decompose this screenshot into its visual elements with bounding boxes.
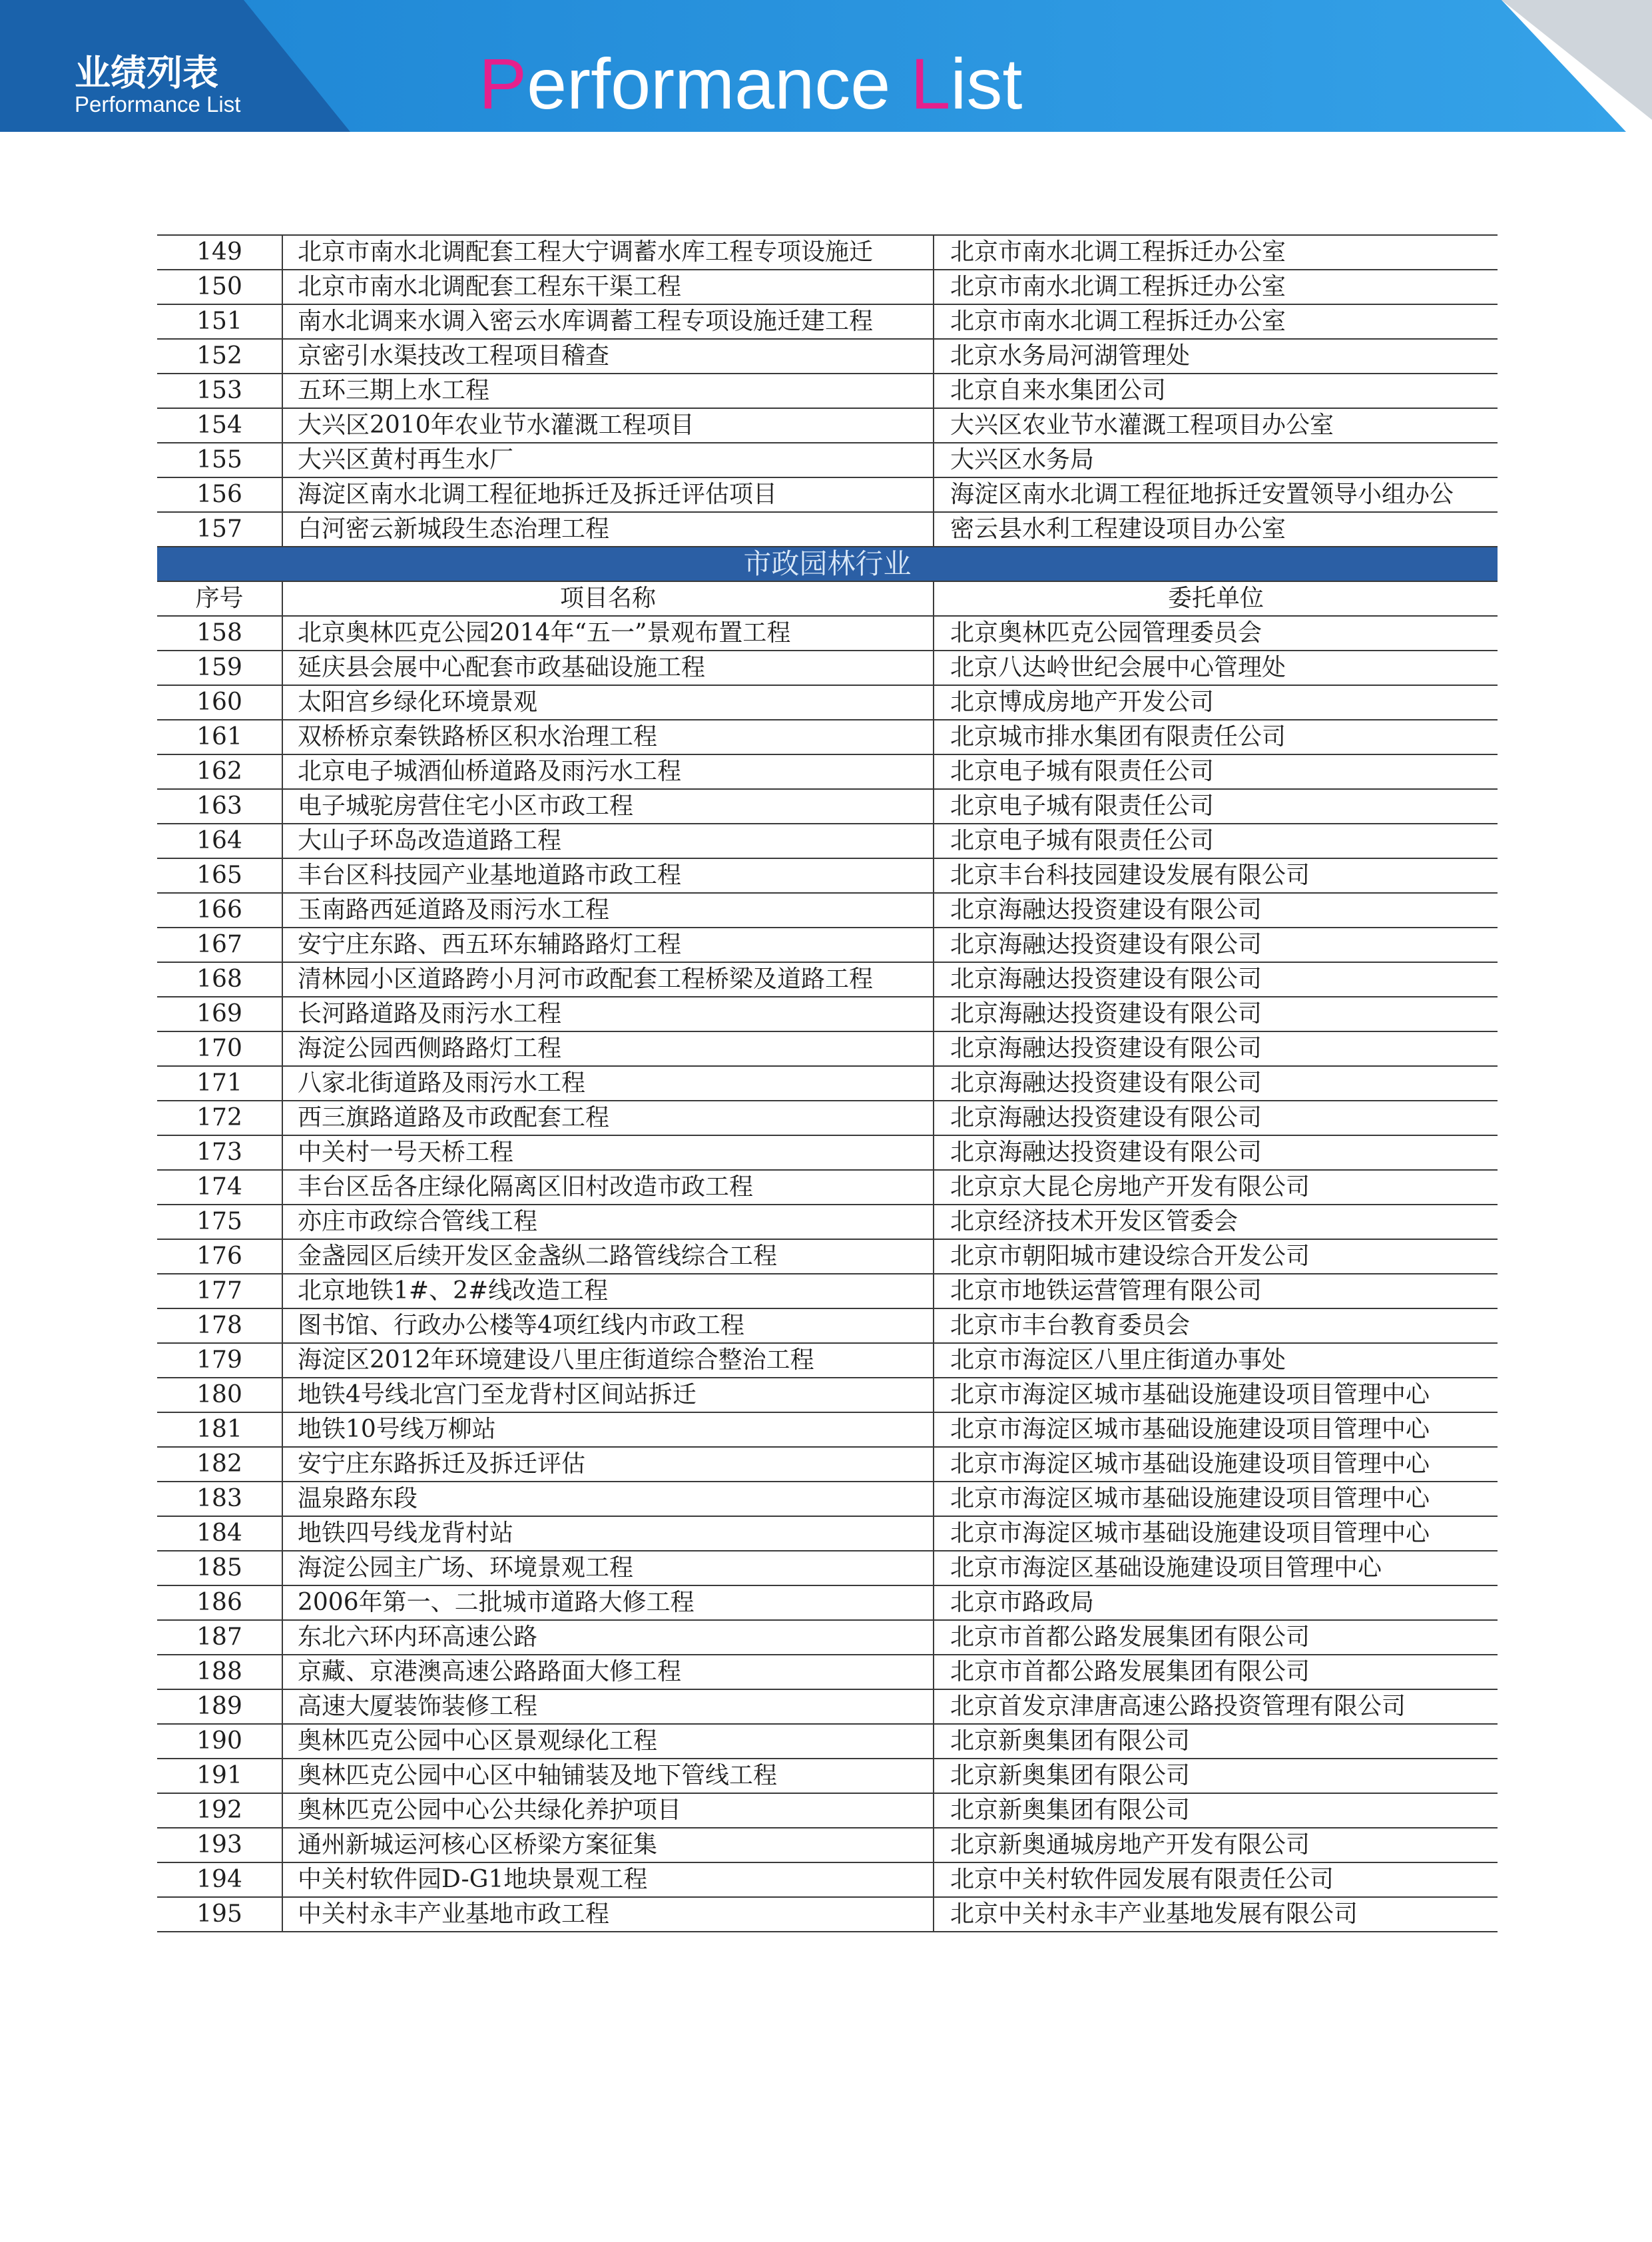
client-name: 北京市海淀区城市基础设施建设项目管理中心 <box>950 1450 1430 1478</box>
project-name: 地铁10号线万柳站 <box>283 1413 934 1446</box>
table-row <box>157 1448 1498 1482</box>
row-number: 195 <box>157 1898 283 1931</box>
row-number: 176 <box>157 1240 283 1273</box>
table-row <box>157 1794 1498 1828</box>
project-name: 丰台区科技园产业基地道路市政工程 <box>283 859 934 892</box>
row-number: 180 <box>157 1378 283 1412</box>
project-name: 玉南路西延道路及雨污水工程 <box>283 894 934 927</box>
row-number: 192 <box>157 1794 283 1827</box>
client-name: 北京市首都公路发展集团有限公司 <box>950 1658 1310 1685</box>
project-name: 西三旗路道路及市政配套工程 <box>283 1101 934 1135</box>
client-name: 北京海融达投资建设有限公司 <box>950 931 1262 958</box>
row-number: 173 <box>157 1136 283 1169</box>
row-number: 186 <box>157 1586 283 1619</box>
client-name: 北京城市排水集团有限责任公司 <box>950 723 1286 750</box>
row-number: 191 <box>157 1759 283 1793</box>
project-name: 延庆县会展中心配套市政基础设施工程 <box>283 651 934 685</box>
client-name: 北京市海淀区城市基础设施建设项目管理中心 <box>950 1416 1430 1443</box>
row-number: 160 <box>157 686 283 719</box>
client-name: 北京自来水集团公司 <box>950 377 1167 404</box>
client-name: 北京市南水北调工程拆迁办公室 <box>950 308 1286 335</box>
row-number: 166 <box>157 894 283 927</box>
client-name: 北京市朝阳城市建设综合开发公司 <box>950 1243 1310 1270</box>
table-row <box>157 1482 1498 1517</box>
table-row <box>157 1378 1498 1413</box>
project-name: 通州新城运河核心区桥梁方案征集 <box>283 1828 934 1862</box>
project-name: 京藏、京港澳高速公路路面大修工程 <box>283 1655 934 1689</box>
client-name: 北京市南水北调工程拆迁办公室 <box>950 238 1286 266</box>
row-number: 169 <box>157 997 283 1031</box>
page-title-part: erformance <box>527 43 911 124</box>
row-number: 168 <box>157 963 283 996</box>
row-number: 167 <box>157 928 283 962</box>
table-row <box>157 478 1498 513</box>
row-number: 152 <box>157 340 283 373</box>
row-number: 178 <box>157 1309 283 1342</box>
project-name: 电子城驼房营住宅小区市政工程 <box>283 790 934 823</box>
client-name: 北京市地铁运营管理有限公司 <box>950 1277 1262 1304</box>
column-header: 序号 <box>157 582 283 615</box>
project-name: 奥林匹克公园中心区景观绿化工程 <box>283 1725 934 1758</box>
project-name: 北京市南水北调配套工程大宁调蓄水库工程专项设施迁 <box>283 236 934 269</box>
table-row <box>157 1551 1498 1586</box>
table-row <box>157 720 1498 755</box>
client-name: 北京海融达投资建设有限公司 <box>950 1069 1262 1097</box>
project-name: 丰台区岳各庄绿化隔离区旧村改造市政工程 <box>283 1171 934 1204</box>
table-row <box>157 928 1498 963</box>
client-name: 北京京大昆仑房地产开发有限公司 <box>950 1173 1310 1201</box>
client-name: 北京经济技术开发区管委会 <box>950 1208 1239 1235</box>
project-name: 地铁四号线龙背村站 <box>283 1517 934 1550</box>
project-name: 金盏园区后续开发区金盏纵二路管线综合工程 <box>283 1240 934 1273</box>
client-name: 北京市首都公路发展集团有限公司 <box>950 1623 1310 1651</box>
section-title: 市政园林行业 <box>743 547 912 580</box>
client-name: 北京市路政局 <box>950 1589 1095 1616</box>
project-name: 五环三期上水工程 <box>283 374 934 408</box>
client-name: 北京新奥集团有限公司 <box>950 1762 1191 1789</box>
table-row <box>157 1171 1498 1205</box>
project-name: 中关村永丰产业基地市政工程 <box>283 1898 934 1931</box>
row-number: 153 <box>157 374 283 408</box>
row-number: 157 <box>157 513 283 546</box>
project-name: 海淀公园西侧路路灯工程 <box>283 1032 934 1065</box>
project-name: 白河密云新城段生态治理工程 <box>283 513 934 546</box>
row-number: 161 <box>157 720 283 754</box>
client-name: 北京市海淀区基础设施建设项目管理中心 <box>950 1554 1382 1581</box>
client-name: 北京首发京津唐高速公路投资管理有限公司 <box>950 1693 1406 1720</box>
project-name: 京密引水渠技改工程项目稽查 <box>283 340 934 373</box>
client-name: 北京新奥集团有限公司 <box>950 1797 1191 1824</box>
row-number: 187 <box>157 1621 283 1654</box>
client-name: 北京市海淀区城市基础设施建设项目管理中心 <box>950 1381 1430 1408</box>
client-name: 北京海融达投资建设有限公司 <box>950 966 1262 993</box>
client-name: 北京新奥通城房地产开发有限公司 <box>950 1831 1310 1858</box>
client-name: 北京市丰台教育委员会 <box>950 1312 1191 1339</box>
table-row <box>157 1413 1498 1448</box>
row-number: 150 <box>157 270 283 304</box>
table-row <box>157 409 1498 443</box>
page-title <box>379 43 1082 124</box>
client-name: 北京奥林匹克公园管理委员会 <box>950 619 1262 647</box>
table-row <box>157 1828 1498 1863</box>
table-row <box>157 1309 1498 1344</box>
table-row <box>157 1032 1498 1067</box>
client-name: 大兴区水务局 <box>950 446 1095 473</box>
client-name: 大兴区农业节水灌溉工程项目办公室 <box>950 412 1334 439</box>
row-number: 149 <box>157 236 283 269</box>
table-row <box>157 617 1498 651</box>
table-row <box>157 374 1498 409</box>
project-name: 北京地铁1#、2#线改造工程 <box>283 1274 934 1308</box>
client-name: 北京水务局河湖管理处 <box>950 342 1191 370</box>
row-number: 156 <box>157 478 283 511</box>
row-number: 174 <box>157 1171 283 1204</box>
table-row <box>157 1898 1498 1932</box>
table-row <box>157 1240 1498 1274</box>
table-row <box>157 305 1498 340</box>
table-row <box>157 1274 1498 1309</box>
project-name: 奥林匹克公园中心区中轴铺装及地下管线工程 <box>283 1759 934 1793</box>
client-name: 北京市海淀区八里庄街道办事处 <box>950 1346 1286 1374</box>
table-row <box>157 1655 1498 1690</box>
row-number: 164 <box>157 824 283 858</box>
client-name: 北京海融达投资建设有限公司 <box>950 1139 1262 1166</box>
page-title-initial-l: L <box>910 43 951 124</box>
project-name: 高速大厦装饰装修工程 <box>283 1690 934 1723</box>
row-number: 154 <box>157 409 283 442</box>
project-name: 长河路道路及雨污水工程 <box>283 997 934 1031</box>
client-name: 北京八达岭世纪会展中心管理处 <box>950 654 1286 681</box>
project-name: 大兴区黄村再生水厂 <box>283 443 934 477</box>
row-number: 183 <box>157 1482 283 1516</box>
header-band <box>0 0 1652 132</box>
row-number: 179 <box>157 1344 283 1377</box>
project-name: 安宁庄东路、西五环东辅路路灯工程 <box>283 928 934 962</box>
table-row <box>157 894 1498 928</box>
table-row <box>157 1586 1498 1621</box>
client-name: 密云县水利工程建设项目办公室 <box>950 515 1286 543</box>
project-name: 东北六环内环高速公路 <box>283 1621 934 1654</box>
row-number: 155 <box>157 443 283 477</box>
table-row <box>157 963 1498 997</box>
client-name: 北京市海淀区城市基础设施建设项目管理中心 <box>950 1520 1430 1547</box>
client-name: 北京博成房地产开发公司 <box>950 689 1215 716</box>
table-row <box>157 651 1498 686</box>
table-row <box>157 790 1498 824</box>
project-name: 北京市南水北调配套工程东干渠工程 <box>283 270 934 304</box>
table-row <box>157 1725 1498 1759</box>
project-name: 八家北街道路及雨污水工程 <box>283 1067 934 1100</box>
column-header-row <box>157 582 1498 617</box>
table-row <box>157 1067 1498 1101</box>
project-name: 2006年第一、二批城市道路大修工程 <box>283 1586 934 1619</box>
project-name: 安宁庄东路拆迁及拆迁评估 <box>283 1448 934 1481</box>
table-row <box>157 270 1498 305</box>
project-name: 北京电子城酒仙桥道路及雨污水工程 <box>283 755 934 788</box>
project-name: 太阳宫乡绿化环境景观 <box>283 686 934 719</box>
client-name: 北京电子城有限责任公司 <box>950 758 1215 785</box>
row-number: 189 <box>157 1690 283 1723</box>
row-number: 170 <box>157 1032 283 1065</box>
table-row <box>157 1759 1498 1794</box>
performance-table <box>157 234 1498 1932</box>
client-name: 北京市南水北调工程拆迁办公室 <box>950 273 1286 300</box>
project-name: 北京奥林匹克公园2014年“五一”景观布置工程 <box>283 617 934 650</box>
table-row <box>157 1136 1498 1171</box>
table-row <box>157 1101 1498 1136</box>
client-name: 北京海融达投资建设有限公司 <box>950 1035 1262 1062</box>
project-name: 亦庄市政综合管线工程 <box>283 1205 934 1239</box>
row-number: 172 <box>157 1101 283 1135</box>
table-row <box>157 1517 1498 1551</box>
project-name: 大山子环岛改造道路工程 <box>283 824 934 858</box>
project-name: 双桥桥京秦铁路桥区积水治理工程 <box>283 720 934 754</box>
table-row <box>157 997 1498 1032</box>
row-number: 171 <box>157 1067 283 1100</box>
page-title-part: ist <box>950 43 1023 124</box>
row-number: 159 <box>157 651 283 685</box>
section-header-row <box>157 547 1498 582</box>
row-number: 163 <box>157 790 283 823</box>
project-name: 大兴区2010年农业节水灌溉工程项目 <box>283 409 934 442</box>
section-title-cn: 业绩列表 <box>75 53 218 93</box>
row-number: 181 <box>157 1413 283 1446</box>
client-name: 海淀区南水北调工程征地拆迁安置领导小组办公 <box>950 481 1454 508</box>
row-number: 177 <box>157 1274 283 1308</box>
table-row <box>157 1344 1498 1378</box>
row-number: 184 <box>157 1517 283 1550</box>
table-row <box>157 755 1498 790</box>
table-row <box>157 443 1498 478</box>
project-name: 中关村软件园D-G1地块景观工程 <box>283 1863 934 1896</box>
project-name: 海淀区南水北调工程征地拆迁及拆迁评估项目 <box>283 478 934 511</box>
project-name: 清林园小区道路跨小月河市政配套工程桥梁及道路工程 <box>283 963 934 996</box>
column-header: 项目名称 <box>283 582 934 615</box>
client-name: 北京海融达投资建设有限公司 <box>950 1000 1262 1027</box>
row-number: 188 <box>157 1655 283 1689</box>
section-title-en: Performance List <box>75 92 241 117</box>
project-name: 地铁4号线北宫门至龙背村区间站拆迁 <box>283 1378 934 1412</box>
row-number: 162 <box>157 755 283 788</box>
column-header: 委托单位 <box>1167 585 1264 612</box>
client-name: 北京中关村永丰产业基地发展有限公司 <box>950 1900 1358 1928</box>
row-number: 175 <box>157 1205 283 1239</box>
project-name: 奥林匹克公园中心公共绿化养护项目 <box>283 1794 934 1827</box>
client-name: 北京电子城有限责任公司 <box>950 792 1215 820</box>
table-row <box>157 686 1498 720</box>
row-number: 194 <box>157 1863 283 1896</box>
client-name: 北京市海淀区城市基础设施建设项目管理中心 <box>950 1485 1430 1512</box>
client-name: 北京海融达投资建设有限公司 <box>950 1104 1262 1131</box>
row-number: 158 <box>157 617 283 650</box>
project-name: 图书馆、行政办公楼等4项红线内市政工程 <box>283 1309 934 1342</box>
table-row <box>157 1205 1498 1240</box>
project-name: 中关村一号天桥工程 <box>283 1136 934 1169</box>
table-row <box>157 1863 1498 1898</box>
client-name: 北京新奥集团有限公司 <box>950 1727 1191 1755</box>
table-row <box>157 859 1498 894</box>
row-number: 151 <box>157 305 283 338</box>
table-row <box>157 1621 1498 1655</box>
project-name: 海淀区2012年环境建设八里庄街道综合整治工程 <box>283 1344 934 1377</box>
row-number: 165 <box>157 859 283 892</box>
row-number: 182 <box>157 1448 283 1481</box>
project-name: 南水北调来水调入密云水库调蓄工程专项设施迁建工程 <box>283 305 934 338</box>
page-title-initial-p: P <box>479 43 527 124</box>
table-row <box>157 1690 1498 1725</box>
row-number: 190 <box>157 1725 283 1758</box>
table-row <box>157 340 1498 374</box>
table-row <box>157 513 1498 547</box>
table-row <box>157 236 1498 270</box>
client-name: 北京电子城有限责任公司 <box>950 827 1215 854</box>
row-number: 185 <box>157 1551 283 1585</box>
project-name: 海淀公园主广场、环境景观工程 <box>283 1551 934 1585</box>
row-number: 193 <box>157 1828 283 1862</box>
client-name: 北京中关村软件园发展有限责任公司 <box>950 1866 1334 1893</box>
project-name: 温泉路东段 <box>283 1482 934 1516</box>
client-name: 北京丰台科技园建设发展有限公司 <box>950 862 1310 889</box>
table-row <box>157 824 1498 859</box>
client-name: 北京海融达投资建设有限公司 <box>950 896 1262 924</box>
